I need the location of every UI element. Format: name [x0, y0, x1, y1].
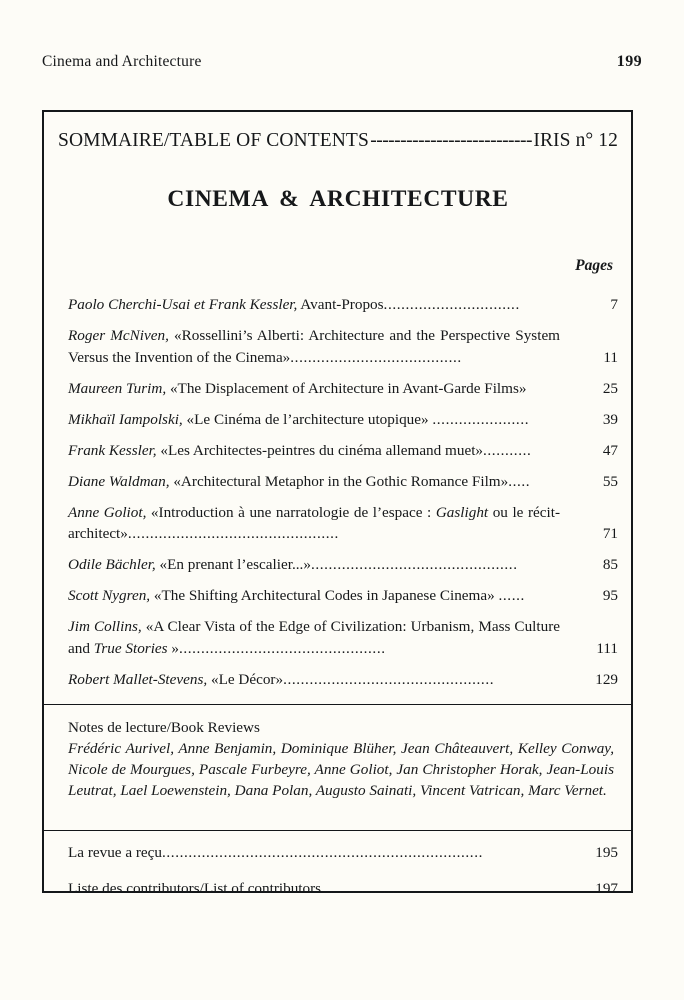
- toc-entry: [68, 554, 618, 576]
- entry-leader: ................................................: [127, 525, 339, 542]
- entry-title: «Architectural Metaphor in the Gothic Romance Film»: [169, 472, 509, 490]
- contributors-list-row: [58, 878, 618, 900]
- entry-page-number: 111: [596, 639, 618, 657]
- entry-title: «Le Décor»: [207, 670, 284, 688]
- entry-leader: ................................................: [283, 670, 495, 688]
- entry-title: Avant-Propos: [297, 296, 384, 313]
- entry-page-number: 197: [595, 880, 618, 897]
- entry-page-number: 47: [602, 441, 618, 459]
- entry-page-number: 25: [602, 379, 618, 397]
- sommaire-header: [58, 130, 618, 152]
- entry-leader: ...............................................: [178, 639, 386, 657]
- toc-entry: [68, 378, 618, 400]
- toc-entry: [68, 585, 618, 607]
- entry-title: «The Displacement of Architecture in Avant-Garde Films»: [166, 379, 527, 397]
- book-reviews-heading: Notes de lecture/Book Reviews: [68, 719, 260, 736]
- entry-title-after-film: ou le récit-architect»: [68, 503, 561, 542]
- entry-leader: .....: [508, 472, 531, 490]
- section-divider-reviews: [44, 704, 631, 705]
- entry-author: Robert Mallet-Stevens,: [68, 670, 208, 688]
- entry-page-number: 39: [602, 410, 618, 428]
- entry-author: Odile Bächler,: [68, 556, 156, 573]
- book-reviews-section: [58, 717, 618, 801]
- toc-entry: [68, 669, 618, 691]
- toc-entry: [68, 502, 618, 545]
- entry-leader: .........................................: [321, 880, 502, 897]
- toc-entry: [68, 325, 618, 368]
- sommaire-dash-leader: ---------------------------: [370, 130, 533, 151]
- revue-recue-row: [58, 842, 618, 864]
- entry-page-number: 11: [603, 348, 618, 366]
- entry-title: Liste des contributors/List of contributors: [68, 880, 322, 897]
- entry-leader: .......................................: [290, 348, 462, 366]
- pages-column-header: Pages: [575, 257, 613, 274]
- entry-page-number: 95: [602, 587, 618, 604]
- toc-entry: [68, 440, 618, 462]
- entry-author: Anne Goliot,: [68, 503, 147, 521]
- entry-title: «En prenant l’escalier...»: [155, 556, 311, 573]
- entry-leader: ......: [498, 587, 525, 604]
- toc-entry-list: [58, 294, 618, 690]
- entry-leader: .........................................................................: [162, 844, 483, 861]
- entry-leader: ...............................: [383, 296, 520, 313]
- entry-page-number: 195: [595, 844, 618, 861]
- entry-title-before-film: «A Clear Vista of the Edge of Civilization: Urbanism, Mass Culture and: [68, 618, 560, 657]
- entry-author: Maureen Turim,: [68, 379, 167, 397]
- entry-page-number: 55: [602, 472, 618, 490]
- entry-title: «Rossellini’s Alberti: Architecture and the Perspective System Versus the Invention of the Cinema»: [68, 327, 560, 366]
- entry-title-after-film: »: [167, 639, 179, 657]
- entry-page-number: 7: [610, 296, 618, 313]
- entry-film-title: True Stories: [93, 639, 168, 657]
- entry-title-before-film: «Introduction à une narratologie de l’espace :: [146, 503, 436, 521]
- running-head-title: Cinema and Architecture: [42, 53, 202, 70]
- entry-title: «Les Architectes-peintres du cinéma allemand muet»: [156, 441, 484, 459]
- entry-author: Scott Nygren,: [68, 587, 151, 604]
- book-reviews-contributors: Frédéric Aurivel, Anne Benjamin, Dominique Blüher, Jean Châteauvert, Kelley Conway, Nicole de Mourgues, Pascale Furbeyre, Anne Goliot, Jan Christopher Horak, Jean-Louis Leutrat, Lael Loewenstein, Dana Polan, Augusto Sainati, Vincent Vatrican, Marc Vernet.: [68, 740, 614, 799]
- entry-leader: ......................: [432, 410, 530, 428]
- sommaire-label: SOMMAIRE/TABLE OF CONTENTS: [58, 130, 369, 151]
- entry-author: Paolo Cherchi-Usai et Frank Kessler,: [68, 296, 298, 313]
- entry-title: «Le Cinéma de l’architecture utopique»: [182, 410, 433, 428]
- toc-entry: [68, 409, 618, 431]
- toc-entry: [68, 471, 618, 493]
- issue-title: CINEMA & ARCHITECTURE: [167, 186, 509, 212]
- entry-author: Frank Kessler,: [68, 441, 157, 459]
- entry-leader: ...............................................: [310, 556, 518, 573]
- table-of-contents-box: [42, 110, 633, 897]
- issue-label: IRIS n° 12: [533, 130, 618, 151]
- toc-box-inner: [44, 130, 631, 909]
- entry-author: Mikhaïl Iampolski,: [68, 410, 183, 428]
- entry-title: «The Shifting Architectural Codes in Japanese Cinema»: [150, 587, 499, 604]
- toc-entry: [68, 878, 618, 900]
- toc-entry: [68, 616, 618, 659]
- entry-page-number: 129: [595, 670, 618, 688]
- entry-title: La revue a reçu: [68, 844, 163, 861]
- toc-entry: [68, 294, 618, 316]
- entry-author: Diane Waldman,: [68, 472, 170, 490]
- entry-author: Jim Collins,: [68, 618, 142, 635]
- section-divider-revue: [44, 830, 631, 831]
- running-head: [42, 53, 642, 73]
- entry-author: Roger McNiven,: [68, 327, 169, 344]
- toc-entry: [68, 842, 618, 864]
- entry-page-number: 71: [602, 525, 618, 542]
- entry-film-title: Gaslight: [435, 503, 489, 521]
- entry-page-number: 85: [602, 556, 618, 573]
- page-folio: 199: [616, 53, 642, 70]
- entry-leader: ...........: [483, 441, 532, 459]
